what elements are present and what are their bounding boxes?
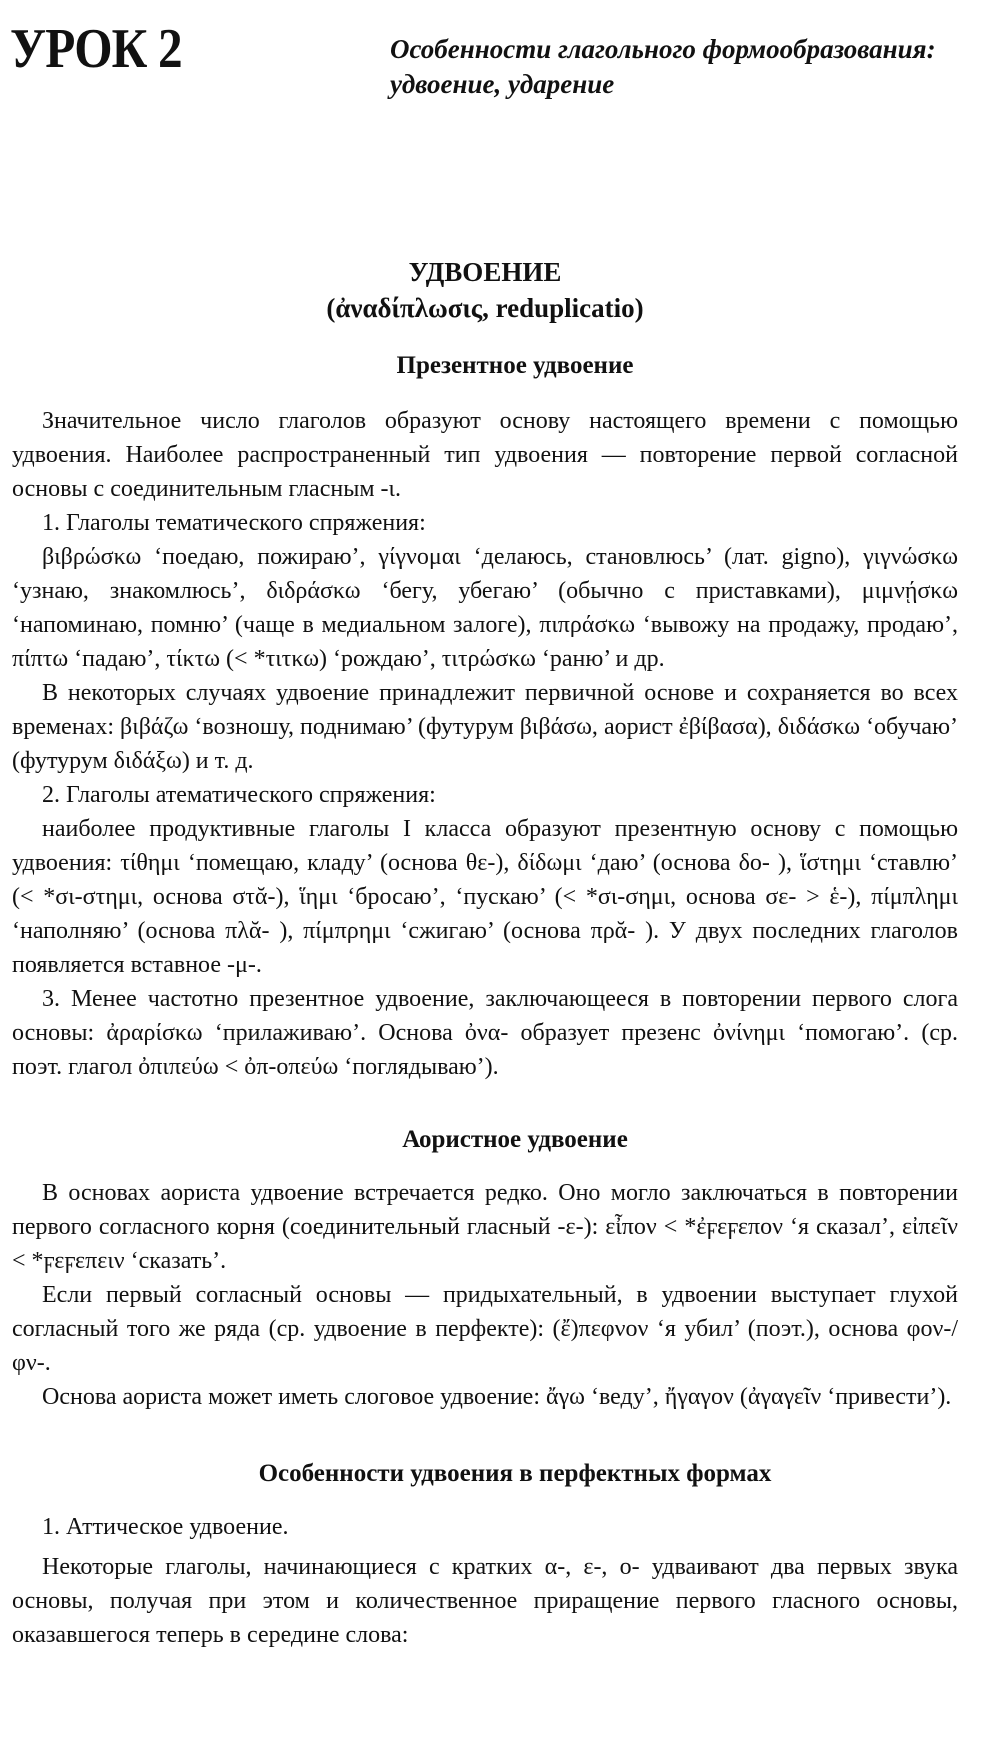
paragraph: В основах аориста удвоение встречается редко. Оно могло заключаться в повторении первого согласного корня (соединительный гласный -ε-): εἶπον < *ἐϝεϝεπον ‘я сказал’, εἰπεῖν < *ϝεϝεπειν ‘сказать’. (12, 1180, 958, 1274)
paragraph: 1. Глаголы тематического спряжения: (42, 510, 426, 536)
paragraph: Некоторые глаголы, начинающиеся с кратких α-, ε-, ο- удваивают два первых звука основы, получая при этом и количественное приращение первого гласного основы, оказавшегося теперь в середине слова: (12, 1554, 958, 1648)
paragraph: 1. Аттическое удвоение. (42, 1514, 289, 1540)
section-heading-aorist: Аористное удвоение (402, 1126, 628, 1153)
lesson-number: УРОК 2 (10, 18, 182, 80)
chapter-title-terms: (ἀναδίπλωσις, reduplicatio) (326, 293, 644, 323)
paragraph: 3. Менее частотно презентное удвоение, заключающееся в повторении первого слога основы: ἀραρίσκω ‘прилаживаю’. Основа ὀνα- образует презенс ὀνίνημι ‘помогаю’. (ср. поэт. глагол ὀπιπεύω < ὀπ-οπεύω ‘поглядываю’). (12, 986, 958, 1080)
section-heading-present: Презентное удвоение (396, 352, 634, 379)
paragraph: 2. Глаголы атематического спряжения: (42, 782, 436, 808)
paragraph: Значительное число глаголов образуют основу настоящего времени с помощью удвоения. Наиболее распространенный тип удвоения — повторение первой согласной основы с соединительным гласным -ι. (12, 408, 958, 502)
chapter-title (12, 254, 958, 326)
chapter-title-main: УДВОЕНИЕ (408, 257, 562, 287)
lesson-topic (390, 32, 960, 102)
paragraph: наиболее продуктивные глаголы I класса образуют презентную основу с помощью удвоения: τίθημι ‘помещаю, кладу’ (основа θε-), δίδωμι ‘даю’ (основа δο- ), ἵστημι ‘ставлю’ (< *σι-στημι, основа στᾰ-), ἵημι ‘бросаю’, ‘пускаю’ (< *σι-σημι, основа σε- > ἑ-), πίμπλημι ‘наполняю’ (основа πλᾰ- ), πίμπρημι ‘сжигаю’ (основа πρᾰ- ). У двух последних глаголов появляется вставное -μ-. (12, 816, 958, 978)
page-body (12, 254, 958, 1652)
paragraph: В некоторых случаях удвоение принадлежит первичной основе и сохраняется во всех временах: βιβάζω ‘возношу, поднимаю’ (футурум βιβάσω, аорист ἐβίβασα), διδάσκω ‘обучаю’ (футурум διδάξω) и т. д. (12, 680, 958, 774)
paragraph: Основа аориста может иметь слоговое удвоение: ἄγω ‘веду’, ἤγαγον (ἀγαγεῖν ‘привести’). (42, 1384, 952, 1410)
section-heading-perfect: Особенности удвоения в перфектных формах (258, 1460, 772, 1487)
paragraph: Если первый согласный основы — придыхательный, в удвоении выступает глухой согласный того же ряда (ср. удвоение в перфекте): (ἔ)πεφνον ‘я убил’ (поэт.), основа φον-/φν-. (12, 1282, 958, 1376)
paragraph: βιβρώσκω ‘поедаю, пожираю’, γίγνομαι ‘делаюсь, становлюсь’ (лат. gigno), γιγνώσκω ‘узнаю, знакомлюсь’, διδράσκω ‘бегу, убегаю’ (обычно с приставками), μιμνῄσκω ‘напоминаю, помню’ (чаще в медиальном залоге), πιπράσκω ‘вывожу на продажу, продаю’, πίπτω ‘падаю’, τίκτω (< *τιτκω) ‘рождаю’, τιτρώσκω ‘раню’ и др. (12, 544, 958, 672)
lesson-topic-line-2: удвоение, ударение (390, 69, 615, 99)
lesson-topic-line-1: Особенности глагольного формообразования: (390, 34, 936, 64)
